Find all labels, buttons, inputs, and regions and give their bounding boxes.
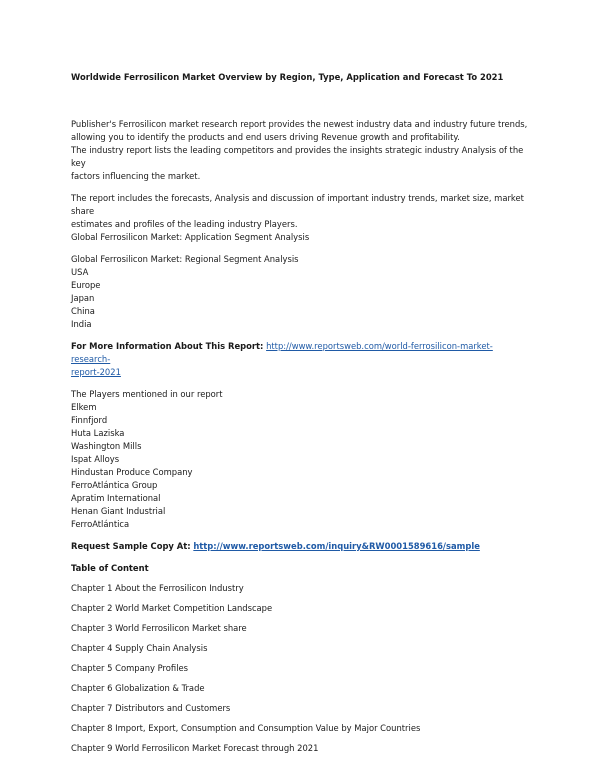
toc-chapter: Chapter 9 World Ferrosilicon Market Forecast through 2021: [71, 743, 319, 753]
sample-link[interactable]: http://www.reportsweb.com/inquiry&RW0001589616/sample: [193, 541, 480, 551]
toc-chapter: Chapter 3 World Ferrosilicon Market share: [71, 623, 247, 633]
toc-chapter: Chapter 8 Import, Export, Consumption and Consumption Value by Major Countries: [71, 723, 421, 733]
more-info-line: [71, 340, 531, 366]
sample-label: Request Sample Copy At:: [71, 541, 191, 551]
player-item: Washington Mills: [71, 441, 142, 451]
overview-line: estimates and profiles of the leading industry Players.: [71, 219, 298, 229]
player-item: Henan Giant Industrial: [71, 506, 166, 516]
players-section: [71, 388, 531, 531]
player-item: Ispat Alloys: [71, 454, 120, 464]
toc-chapter: Chapter 2 World Market Competition Landscape: [71, 603, 273, 613]
application-segment-heading: Global Ferrosilicon Market: Application Segment Analysis: [71, 232, 310, 242]
overview-paragraph: [71, 192, 531, 244]
region-item: China: [71, 306, 95, 316]
overview-line: The report includes the forecasts, Analysis and discussion of important industry trends, market size, market share: [71, 193, 524, 216]
more-info-section: [71, 340, 531, 379]
toc-chapter: Chapter 6 Globalization & Trade: [71, 683, 205, 693]
regional-segment-heading: Global Ferrosilicon Market: Regional Segment Analysis: [71, 254, 299, 264]
toc-chapter: Chapter 4 Supply Chain Analysis: [71, 643, 208, 653]
player-item: Huta Laziska: [71, 428, 125, 438]
intro-line: Publisher's Ferrosilicon market research report provides the newest industry data and industry future trends,: [71, 119, 528, 129]
region-item: India: [71, 319, 92, 329]
player-item: Apratim International: [71, 493, 161, 503]
regional-section: [71, 253, 531, 331]
document-title: Worldwide Ferrosilicon Market Overview by Region, Type, Application and Forecast To 2021: [71, 72, 504, 82]
more-info-label: For More Information About This Report:: [71, 341, 264, 351]
player-item: FerroAtlántica: [71, 519, 130, 529]
region-item: Japan: [71, 293, 95, 303]
sample-section: [71, 540, 531, 553]
toc-chapter: Chapter 5 Company Profiles: [71, 663, 189, 673]
player-item: FerroAtlántica Group: [71, 480, 158, 490]
sample-line: [71, 540, 531, 553]
player-item: Hindustan Produce Company: [71, 467, 193, 477]
intro-line: The industry report lists the leading competitors and provides the insights strategic industry Analysis of the key: [71, 145, 524, 168]
region-item: Europe: [71, 280, 101, 290]
toc-heading: Table of Content: [71, 563, 149, 573]
player-item: Finnfjord: [71, 415, 108, 425]
report-link[interactable]: http://www.reportsweb.com/world-ferrosilicon-market-research-: [71, 341, 493, 364]
intro-line: factors influencing the market.: [71, 171, 201, 181]
player-item: Elkem: [71, 402, 97, 412]
more-info-line: [71, 366, 531, 379]
document-body: [71, 118, 531, 755]
table-of-content: [71, 562, 531, 755]
intro-line: allowing you to identify the products and end users driving Revenue growth and profitability.: [71, 132, 460, 142]
toc-chapter: Chapter 1 About the Ferrosilicon Industry: [71, 583, 244, 593]
report-link-continued[interactable]: report-2021: [71, 367, 121, 377]
toc-chapter: Chapter 7 Distributors and Customers: [71, 703, 231, 713]
intro-paragraph: [71, 118, 531, 183]
region-item: USA: [71, 267, 89, 277]
players-heading: The Players mentioned in our report: [71, 389, 223, 399]
